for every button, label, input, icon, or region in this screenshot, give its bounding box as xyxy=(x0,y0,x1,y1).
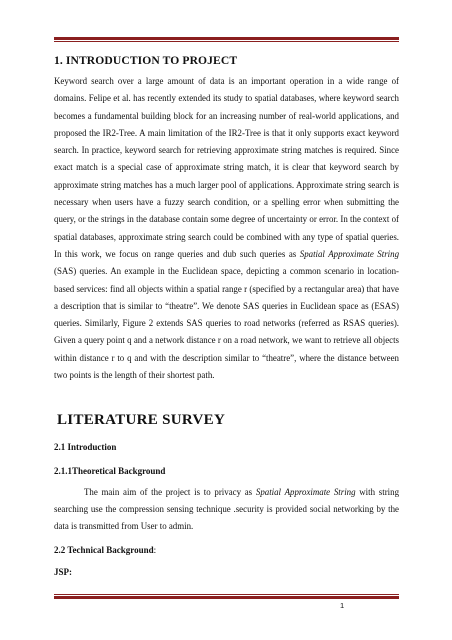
theory-paragraph: The main aim of the project is to privacy as Spatial Approximate String with string searching use the compression sensing technique .security is provided social networking by the data is transmitted from User to admin. xyxy=(54,487,400,532)
section-heading-literature-survey: LITERATURE SURVEY xyxy=(57,412,226,429)
subheading-jsp: JSP: xyxy=(54,567,72,578)
document-page xyxy=(54,54,399,577)
italic-term: Spatial Approximate String xyxy=(255,487,356,498)
introduction-paragraph: Keyword search over a large amount of data is an important operation in a wide range of domains. Felipe et al. has recently extended its study to spatial databases, where keyword search becomes a fundamental building block for an increasing number of real-world applications, and proposed the IR2-Tree. A main limitation of the IR2-Tree is that it only supports exact keyword search. In practice, keyword search for retrieving approximate string matches is required. Since exact match is a special case of approximate string match, it is clear that keyword search by approximate string matches has a much larger pool of applications. Approximate string search is necessary when users have a fuzzy search condition, or a spelling error when submitting the query, or the strings in the database contain some degree of uncertainty or error. In the context of spatial databases, approximate string search could be combined with any type of spatial queries. In this work, we focus on range queries and dub such queries as Spatial Approximate String (SAS) queries. An example in the Euclidean space, depicting a common scenario in location-based services: find all objects within a spatial range r (specified by a rectangular area) that have a description that is similar to “theatre”. We denote SAS queries in Euclidean space as (ESAS) queries. Similarly, Figure 2 extends SAS queries to road networks (referred as RSAS queries). Given a query point q and a network distance r on a road network, we want to retrieve all objects within distance r to q and with the description similar to “theatre”, where the distance between two points is the length of their shortest path. xyxy=(54,76,400,381)
subheading-theoretical-background: 2.1.1Theoretical Background xyxy=(54,466,166,477)
subheading-introduction: 2.1 Introduction xyxy=(54,442,117,453)
page-number: 1 xyxy=(340,601,345,610)
subheading-technical-background: 2.2 Technical Background: xyxy=(54,545,157,556)
italic-term: Spatial Approximate String xyxy=(299,248,400,259)
section-heading-introduction: 1. INTRODUCTION TO PROJECT xyxy=(54,54,238,67)
header-rule xyxy=(54,37,399,42)
footer-rule xyxy=(54,594,399,599)
